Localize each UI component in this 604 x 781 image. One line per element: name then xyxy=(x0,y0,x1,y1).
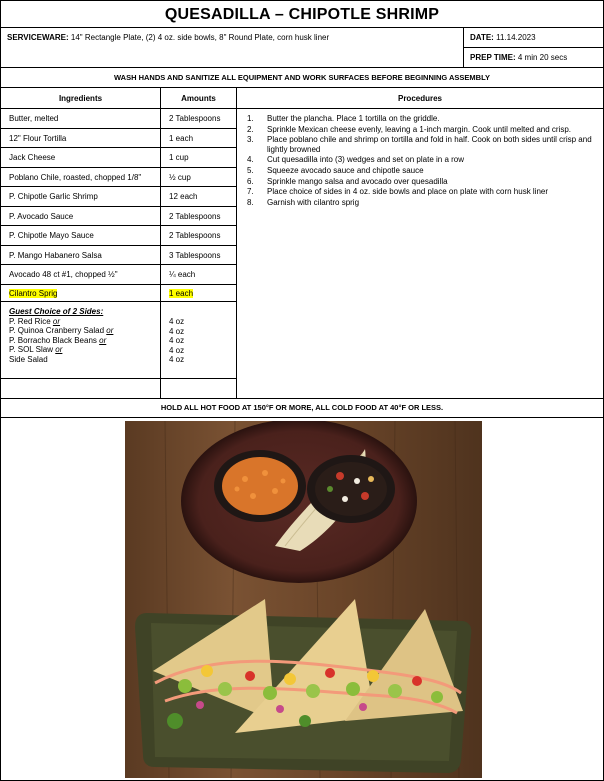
ingredient-amount: 2 Tablespoons xyxy=(161,226,237,245)
side-item-name: Side Salad xyxy=(9,354,48,364)
step-text: Cut quesadilla into (3) wedges and set on plate in a row xyxy=(267,155,465,165)
prep-time-value: 4 min 20 secs xyxy=(517,53,568,62)
sides-amounts xyxy=(161,302,237,378)
side-item xyxy=(9,317,160,327)
ingredient-name: P. Chipotle Garlic Shrimp xyxy=(1,187,161,206)
procedure-step xyxy=(247,198,593,208)
side-item-name: P. Red Rice xyxy=(9,316,51,326)
ingredient-amount-cell xyxy=(161,285,237,302)
side-item xyxy=(9,336,160,346)
serviceware-cell xyxy=(1,28,464,68)
ingredient-row xyxy=(1,226,237,246)
ingredient-amount: ¼ each xyxy=(161,265,237,284)
step-text: Butter the plancha. Place 1 tortilla on the griddle. xyxy=(267,114,440,123)
procedure-step xyxy=(247,177,593,187)
step-number: 1. xyxy=(247,114,254,123)
red-rice xyxy=(222,457,298,515)
dish-photo xyxy=(125,421,482,778)
side-amount: 4 oz xyxy=(169,336,185,346)
step-text: Garnish with cilantro sprig xyxy=(267,197,360,207)
procedure-step xyxy=(247,166,593,176)
ingredient-name: Avocado 48 ct #1, chopped ½" xyxy=(1,265,161,284)
ingredient-row xyxy=(1,148,237,168)
procedure-step xyxy=(247,155,593,165)
or-word: or xyxy=(52,316,61,326)
step-text: Sprinkle Mexican cheese evenly, leaving a 1-inch margin. Cook until melted and crisp. xyxy=(267,124,572,134)
hold-notice: HOLD ALL HOT FOOD AT 150°F OR MORE, ALL COLD FOOD AT 40°F OR LESS. xyxy=(1,398,603,418)
prep-time-label: PREP TIME: xyxy=(470,53,516,62)
step-number: 6. xyxy=(247,176,254,186)
ingredient-amount: 1 each xyxy=(169,288,194,298)
sides-block xyxy=(1,302,237,379)
step-text: Place choice of sides in 4 oz. side bowls and place on plate with corn husk liner xyxy=(267,187,549,197)
date-label: DATE: xyxy=(470,33,494,42)
serviceware-label: SERVICEWARE: xyxy=(7,33,69,42)
amounts-header: Amounts xyxy=(161,88,237,109)
ingredient-amount: 1 each xyxy=(161,129,237,148)
side-item xyxy=(9,326,160,336)
ingredient-name: Poblano Chile, roasted, chopped 1/8" xyxy=(1,168,161,187)
serviceware-value: 14" Rectangle Plate, (2) 4 oz. side bowls, 8" Round Plate, corn husk liner xyxy=(70,33,330,42)
date-cell xyxy=(464,28,603,48)
blank-row xyxy=(1,379,237,398)
ingredient-row xyxy=(1,265,237,285)
step-number: 8. xyxy=(247,197,254,207)
ingredient-row xyxy=(1,187,237,207)
ingredient-name: Butter, melted xyxy=(1,109,161,128)
step-number: 2. xyxy=(247,124,254,134)
step-number: 3. xyxy=(247,135,254,145)
procedure-step xyxy=(247,135,593,154)
side-item-name: P. Quinoa Cranberry Salad xyxy=(9,326,105,336)
step-text: Sprinkle mango salsa and avocado over quesadilla xyxy=(267,176,448,186)
blank-cell xyxy=(161,379,237,398)
ingredient-row xyxy=(1,129,237,149)
prep-time-cell xyxy=(464,48,603,68)
procedure-step xyxy=(247,187,593,197)
step-number: 5. xyxy=(247,165,254,175)
or-word: or xyxy=(55,345,63,355)
wash-notice: WASH HANDS AND SANITIZE ALL EQUIPMENT AND WORK SURFACES BEFORE BEGINNING ASSEMBLY xyxy=(1,68,603,88)
side-amount: 4 oz xyxy=(169,345,185,355)
ingredient-name: P. Mango Habanero Salsa xyxy=(1,246,161,265)
ingredient-amount: 1 cup xyxy=(161,148,237,167)
sides-heading: Guest Choice of 2 Sides: xyxy=(9,307,104,316)
side-amount: 4 oz xyxy=(169,355,185,365)
ingredient-row xyxy=(1,207,237,227)
blank-cell xyxy=(1,379,161,398)
ingredient-name: P. Avocado Sauce xyxy=(1,207,161,226)
sides-names xyxy=(1,302,161,378)
step-number: 7. xyxy=(247,187,254,197)
ingredient-row xyxy=(1,246,237,266)
procedures-header: Procedures xyxy=(237,88,603,109)
ingredient-amount: 2 Tablespoons xyxy=(161,207,237,226)
ingredient-name: 12" Flour Tortilla xyxy=(1,129,161,148)
procedures-list xyxy=(237,109,603,398)
ingredient-row xyxy=(1,109,237,129)
ingredient-amount: 2 Tablespoons xyxy=(161,109,237,128)
procedure-step xyxy=(247,114,593,124)
side-item xyxy=(9,355,160,365)
side-item-name: P. SOL Slaw xyxy=(9,345,54,355)
ingredient-amount: 12 each xyxy=(161,187,237,206)
side-amount: 4 oz xyxy=(169,317,185,326)
side-item-name: P. Borracho Black Beans xyxy=(9,335,97,345)
step-text: Place poblano chile and shrimp on tortilla and fold in half. Cook on both sides until crisp and lightly browned xyxy=(267,135,592,154)
ingredient-name: Jack Cheese xyxy=(1,148,161,167)
ingredient-row xyxy=(1,285,237,303)
ingredient-name-cell xyxy=(1,285,161,302)
date-value: 11.14.2023 xyxy=(496,33,536,42)
ingredient-name: Cilantro Sprig xyxy=(9,288,58,298)
step-text: Squeeze avocado sauce and chipotle sauce xyxy=(267,165,424,175)
ingredient-row xyxy=(1,168,237,188)
page-title: QUESADILLA – CHIPOTLE SHRIMP xyxy=(1,1,603,28)
black-beans xyxy=(315,462,387,516)
side-item xyxy=(9,345,160,355)
or-word: or xyxy=(99,335,107,345)
ingredients-header: Ingredients xyxy=(1,88,161,109)
or-word: or xyxy=(106,326,114,336)
side-amount: 4 oz xyxy=(169,326,185,336)
ingredient-amount: ½ cup xyxy=(161,168,237,187)
ingredient-amount: 3 Tablespoons xyxy=(161,246,237,265)
procedure-step xyxy=(247,125,593,135)
step-number: 4. xyxy=(247,155,254,165)
ingredient-name: P. Chipotle Mayo Sauce xyxy=(1,226,161,245)
